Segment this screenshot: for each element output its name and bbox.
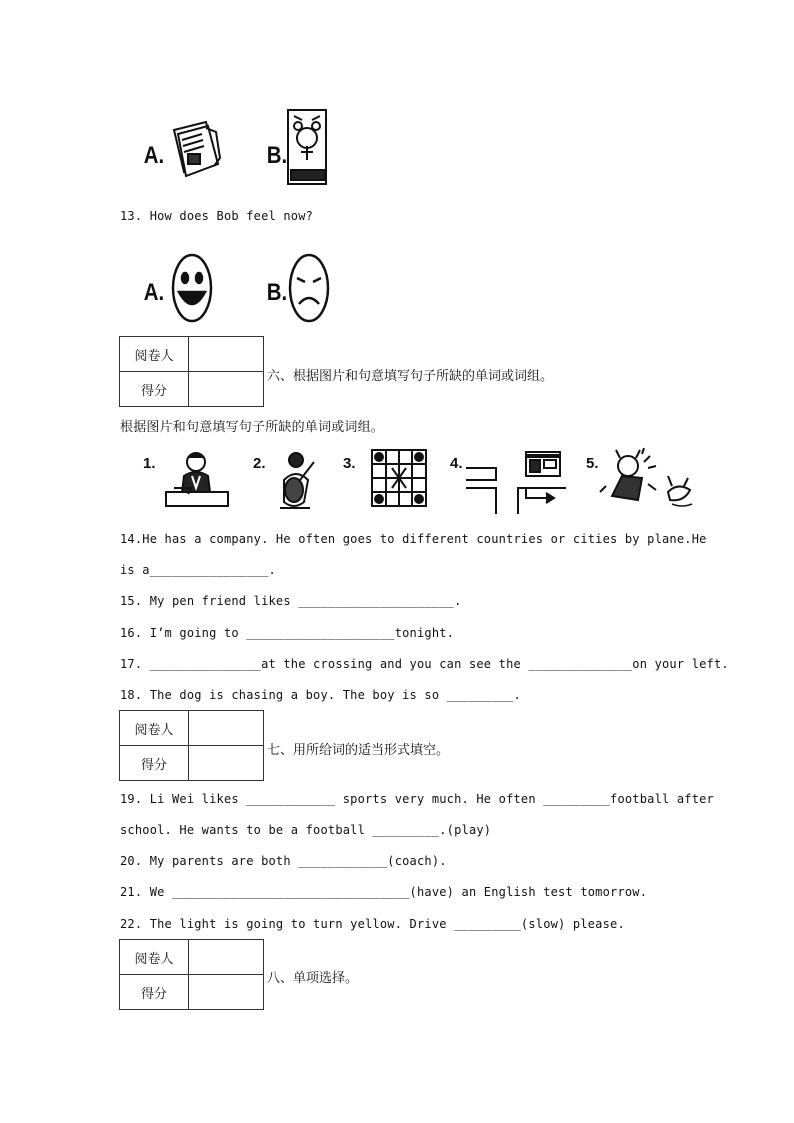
question-15: 15. My pen friend likes _____________________. bbox=[120, 594, 462, 608]
crossing-turn-right-picture bbox=[466, 448, 566, 514]
picture-number: 4. bbox=[450, 455, 463, 472]
section6-instruction: 根据图片和句意填写句子所缺的单词或词组。 bbox=[120, 420, 385, 435]
q12-option-b-label: B. bbox=[266, 142, 288, 169]
q13-text: 13. How does Bob feel now? bbox=[120, 209, 314, 223]
q12-option-a-label: A. bbox=[143, 142, 165, 169]
question-17: 17. _______________at the crossing and you can see the ______________on your left. bbox=[120, 657, 729, 671]
reviewer-cell[interactable] bbox=[189, 940, 264, 975]
happy-face-icon bbox=[170, 252, 214, 324]
score-table-section6 bbox=[119, 336, 264, 407]
reviewer-label: 阅卷人 bbox=[120, 711, 189, 746]
question-14: 14.He has a company. He often goes to different countries or cities by plane.He bbox=[120, 532, 707, 546]
reviewer-label: 阅卷人 bbox=[120, 337, 189, 372]
question-20: 20. My parents are both ____________(coach). bbox=[120, 854, 447, 868]
comic-book-picture bbox=[286, 108, 330, 188]
question-21: 21. We ________________________________(have) an English test tomorrow. bbox=[120, 885, 648, 899]
question-18: 18. The dog is chasing a boy. The boy is so _________. bbox=[120, 688, 521, 702]
score-label: 得分 bbox=[120, 372, 189, 407]
question-19-cont: school. He wants to be a football _________.(play) bbox=[120, 823, 492, 837]
score-cell[interactable] bbox=[189, 372, 264, 407]
reviewer-cell[interactable] bbox=[189, 711, 264, 746]
picture-number: 1. bbox=[143, 455, 156, 472]
score-label: 得分 bbox=[120, 746, 189, 781]
picture-number: 5. bbox=[586, 455, 599, 472]
question-16: 16. I’m going to ____________________tonight. bbox=[120, 626, 455, 640]
score-cell[interactable] bbox=[189, 975, 264, 1010]
sad-face-icon bbox=[288, 252, 330, 324]
reviewer-label: 阅卷人 bbox=[120, 940, 189, 975]
score-label: 得分 bbox=[120, 975, 189, 1010]
score-table-section8 bbox=[119, 939, 264, 1010]
question-14-cont: is a________________. bbox=[120, 563, 276, 577]
dog-chasing-boy-picture bbox=[598, 446, 698, 512]
question-19: 19. Li Wei likes ____________ sports very much. He often _________football after bbox=[120, 792, 714, 806]
score-table-section7 bbox=[119, 710, 264, 781]
q13-option-b-label: B. bbox=[266, 279, 288, 306]
pipa-player-picture bbox=[270, 450, 320, 512]
picture-number: 2. bbox=[253, 455, 266, 472]
q13-option-a-label: A. bbox=[143, 279, 165, 306]
chinese-knot-picture bbox=[364, 446, 434, 512]
picture-number: 3. bbox=[343, 455, 356, 472]
section7-title: 七、用所给词的适当形式填空。 bbox=[267, 743, 450, 758]
section6-title: 六、根据图片和句意填写句子所缺的单词或词组。 bbox=[267, 369, 554, 384]
score-cell[interactable] bbox=[189, 746, 264, 781]
businessman-picture bbox=[162, 448, 232, 510]
reviewer-cell[interactable] bbox=[189, 337, 264, 372]
question-22: 22. The light is going to turn yellow. Drive _________(slow) please. bbox=[120, 917, 625, 931]
newspaper-picture bbox=[168, 118, 224, 184]
section8-title: 八、单项选择。 bbox=[267, 971, 359, 986]
